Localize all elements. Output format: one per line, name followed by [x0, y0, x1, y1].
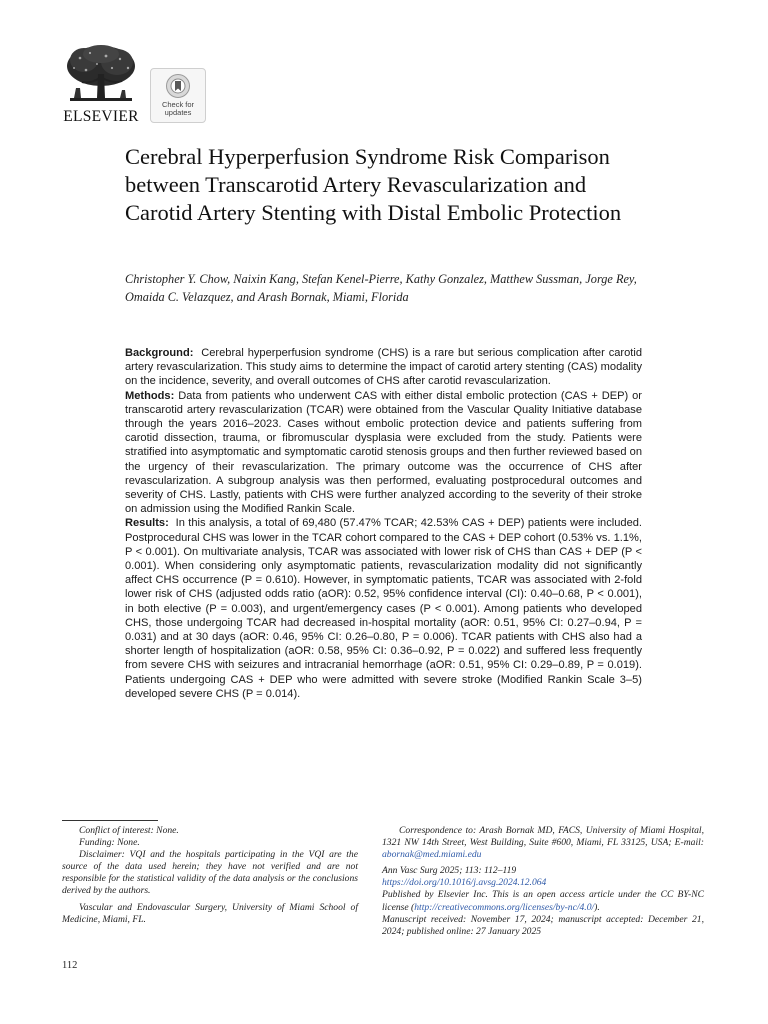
- badge-line-1: Check for: [161, 100, 195, 109]
- badge-line-2: updates: [164, 108, 192, 117]
- abstract: [125, 346, 642, 701]
- abstract-methods: [125, 389, 642, 517]
- page-number: 112: [62, 960, 78, 971]
- footnote-divider: [62, 820, 158, 821]
- disclaimer-note: Disclaimer: VQI and the hospitals participating in the VQI are the source of the data used herein; they have not verified and are not responsible for the statistical validity of the data analysis or the conclusions derived by the authors.: [62, 849, 358, 897]
- article-title: Cerebral Hyperperfusion Syndrome Risk Comparison between Transcarotid Artery Revascularization and Carotid Artery Stenting with Distal Embolic Protection: [125, 144, 622, 225]
- footnotes-left: [62, 825, 358, 926]
- background-text: Cerebral hyperperfusion syndrome (CHS) is a rare but serious complication after carotid artery revascularization. This study aims to determine the impact of carotid artery stenting (CAS) modality on the incidence, severity, and overall outcomes of CHS after carotid revascularization.: [125, 347, 642, 388]
- manuscript-dates: Manuscript received: November 17, 2024; manuscript accepted: December 21, 2024; published online: 27 January 2025: [382, 913, 704, 937]
- elsevier-tree-icon: [62, 44, 140, 106]
- affiliation-note: Vascular and Endovascular Surgery, University of Miami School of Medicine, Miami, FL.: [62, 901, 358, 925]
- footnotes-right: [382, 825, 704, 938]
- license-note: [382, 889, 704, 913]
- abstract-background: [125, 346, 642, 389]
- conflict-of-interest: Conflict of interest: None.: [79, 825, 179, 836]
- funding-note: Funding: None.: [79, 837, 140, 849]
- correspondence-text: Correspondence to: Arash Bornak MD, FACS, University of Miami Hospital, 1321 NW 14th Street, West Building, Suite #600, Miami, FL 33125, USA; E-mail:: [382, 825, 704, 849]
- methods-label: Methods:: [125, 389, 175, 402]
- license-text-pre: Published by Elsevier Inc. This is an open access article under the CC BY-NC license (: [382, 889, 704, 913]
- abstract-results: [125, 516, 642, 701]
- author-list: Christopher Y. Chow, Naixin Kang, Stefan Kenel-Pierre, Kathy Gonzalez, Matthew Sussman, Jorge Rey, Omaida C. Velazquez, and Arash Bornak, Miami, Florida: [125, 272, 637, 304]
- correspondence-note: [382, 825, 704, 861]
- results-text: In this analysis, a total of 69,480 (57.47% TCAR; 42.53% CAS + DEP) patients were included. Postprocedural CHS was lower in the TCAR cohort compared to the CAS + DEP cohort (0.53% vs. 1.1%, P < 0.001). On multivariate analysis, TCAR was associated with lower risk of CHS than CAS + DEP (P < 0.001). When considering only asymptomatic patients, revascularization modality did not significantly affect CHS occurrence (P = 0.610). However, in symptomatic patients, TCAR was associated with 2-fold lower risk of CHS (adjusted odds ratio (aOR): 0.52, 95% confidence interval (CI): 0.40–0.68, P < 0.001), in both elective (P = 0.003), and urgent/emergency cases (P < 0.001). Among patients who developed CHS, those undergoing TCAR had decreased in-hospital mortality (aOR: 0.51, 95% CI: 0.27–0.94, P = 0.031) and at 30 days (aOR: 0.46, 95% CI: 0.26–0.80, P = 0.006). TCAR patients with CHS also had a shorter length of hospitalization (aOR: 0.58, 95% CI: 0.36–0.92, P = 0.022) and suffered less frequently from severe CHS with seizures and intracranial hemorrhage (aOR: 0.51, 95% CI: 0.29–0.89, P = 0.019). Patients undergoing CAS + DEP who were admitted with severe stroke (Modified Rankin Scale 3–5) developed severe CHS (P = 0.014).: [125, 517, 642, 700]
- bookmark-ring-icon: [165, 73, 191, 99]
- methods-text: Data from patients who underwent CAS with either distal embolic protection (CAS + DEP) or transcarotid artery revascularization (TCAR) were obtained from the Vascular Quality Initiative database through the years 2016–2023. Cases without embolic protection device and patients suffering from carotid dissection, trauma, or fibromuscular dysplasia were excluded from the study. Patients were stratified into asymptomatic and symptomatic carotid stenosis groups and then further reviewed based on the urgency of their revascularization. The primary outcome was the occurrence of CHS after revascularization. A subgroup analysis was then performed, evaluating postprocedural outcomes and severity of CHS. Lastly, patients with CHS were further analyzed according to the severity of their stroke on admission using the Modified Rankin Scale.: [125, 389, 642, 516]
- elsevier-logo: [62, 44, 140, 128]
- license-text-post: ).: [594, 901, 600, 913]
- license-url-link[interactable]: http://creativecommons.org/licenses/by-nc/4.0/: [414, 901, 595, 913]
- check-for-updates-badge[interactable]: [150, 68, 206, 123]
- doi-link[interactable]: https://doi.org/10.1016/j.avsg.2024.12.064: [382, 877, 547, 889]
- results-label: Results:: [125, 517, 169, 530]
- background-label: Background:: [125, 347, 194, 359]
- journal-citation: Ann Vasc Surg 2025; 113: 112–119: [382, 865, 517, 877]
- correspondence-email-link[interactable]: abornak@med.miami.edu: [382, 849, 482, 861]
- publisher-name: ELSEVIER: [63, 108, 139, 125]
